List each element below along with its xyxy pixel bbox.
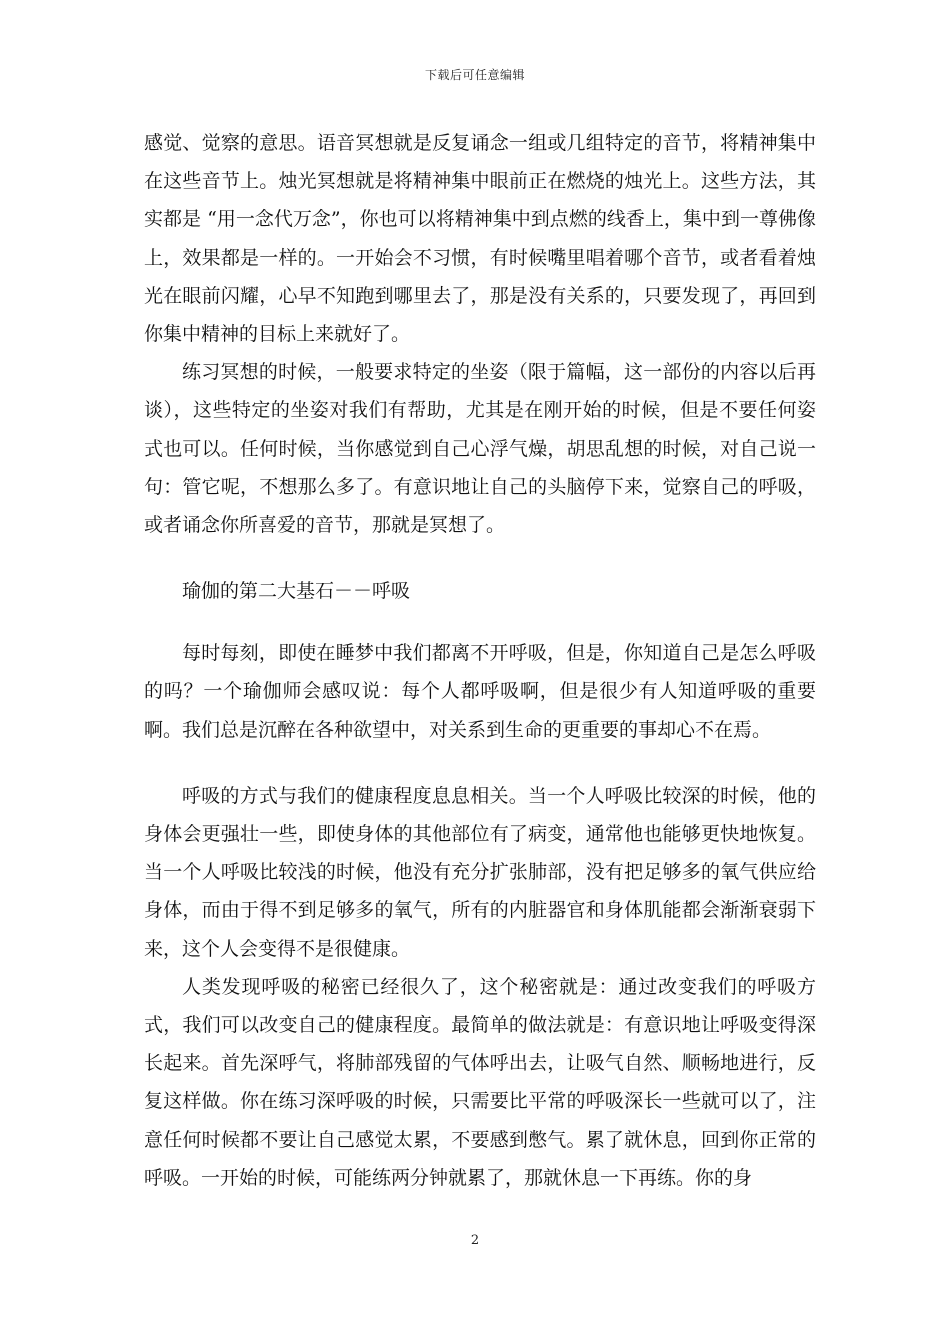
paragraph-meditation-methods: 感觉、觉察的意思。语音冥想就是反复诵念一组或几组特定的音节，将精神集中在这些音节上。烛光冥想就是将精神集中眼前正在燃烧的烛光上。这些方法，其实都是 “用一念代万念”，你也可以将精神集中到点燃的线香上，集中到一尊佛像上，效果都是一样的。一开始会不习惯，有时候嘴里唱着哪个音节，或者看着烛光在眼前闪耀，心早不知跑到哪里去了，那是没有关系的，只要发现了，再回到你集中精神的目标上来就好了。 [144,132,816,346]
page-number: 2 [470,1233,480,1248]
paragraph-breathing-intro: 每时每刻，即使在睡梦中我们都离不开呼吸，但是，你知道自己是怎么呼吸的吗？一个瑜伽师会感叹说：每个人都呼吸啊，但是很少有人知道呼吸的重要啊。我们总是沉醉在各种欲望中，对关系到生命的更重要的事却心不在焉。 [144,642,816,741]
paragraph-breathing-secret: 人类发现呼吸的秘密已经很久了，这个秘密就是：通过改变我们的呼吸方式，我们可以改变自己的健康程度。最简单的做法就是：有意识地让呼吸变得深长起来。首先深呼气，将肺部残留的气体呼出去，让吸气自然、顺畅地进行，反复这样做。你在练习深呼吸的时候，只需要比平常的呼吸深长一些就可以了，注意任何时候都不要让自己感觉太累，不要感到憋气。累了就休息，回到你正常的呼吸。一开始的时候，可能练两分钟就累了，那就休息一下再练。你的身 [144,975,816,1189]
spacer [144,610,816,634]
page-header: 下载后可任意编辑 [424,68,525,82]
spacer [144,544,816,572]
paragraph-meditation-posture: 练习冥想的时候，一般要求特定的坐姿（限于篇幅，这一部份的内容以后再谈），这些特定的坐姿对我们有帮助，尤其是在刚开始的时候，但是不要任何姿式也可以。任何时候，当你感觉到自己心浮气燥，胡思乱想的时候，对自己说一句：管它呢，不想那么多了。有意识地让自己的头脑停下来，觉察自己的呼吸，或者诵念你所喜爱的音节，那就是冥想了。 [144,361,816,537]
spacer [144,749,816,777]
document-body [144,124,816,1197]
section-heading-breathing: 瑜伽的第二大基石－－呼吸 [182,580,411,603]
paragraph-breathing-health: 呼吸的方式与我们的健康程度息息相关。当一个人呼吸比较深的时候，他的身体会更强壮一些，即使身体的其他部位有了病变，通常他也能够更快地恢复。当一个人呼吸比较浅的时候，他没有充分扩张肺部，没有把足够多的氧气供应给身体，而由于得不到足够多的氧气，所有的内脏器官和身体肌能都会渐渐衰弱下来，这个人会变得不是很健康。 [144,784,816,960]
